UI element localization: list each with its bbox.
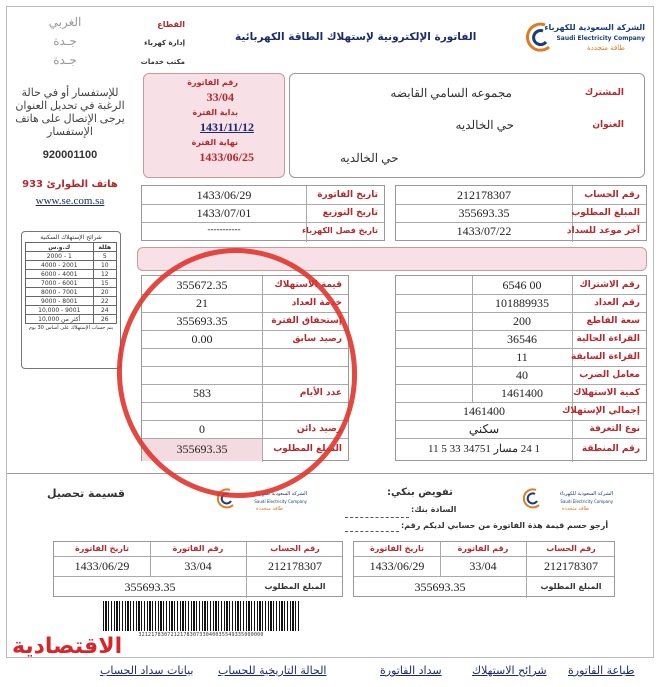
period-due-value: 355693.35	[176, 314, 228, 328]
bank-auth-title: تفويض بنكي:	[387, 487, 453, 498]
tariff-type-value: سكني	[468, 422, 500, 436]
previous-reading-value: 11	[516, 350, 528, 364]
prev-balance-label: رصيد سابق	[292, 334, 342, 344]
electricity-bill	[6, 6, 654, 658]
consumption-value: 355672.35	[176, 278, 228, 292]
tariff-cell: 20	[93, 288, 116, 297]
tariff-header-row	[26, 243, 117, 252]
company-name-ar-small: الشركة السعودية للكهرباء	[253, 491, 307, 497]
tariff-cell: 24	[93, 306, 116, 315]
slip-amount-label: المبلغ المطلوب	[540, 582, 602, 591]
credit-value: 0	[199, 422, 205, 436]
meter-no-label: رقم العداد	[594, 298, 640, 308]
period-start-label: بداية الفترة	[192, 108, 238, 117]
slip-invoice: 33/04	[469, 559, 497, 573]
contact-phone: 920001100	[42, 149, 98, 161]
barcode-digits: 321217830721217830733040035549335000000	[138, 632, 264, 638]
tariff-cell: 9000 - 8001	[26, 297, 94, 306]
tariff-row	[26, 279, 117, 288]
admin-value: جـدة	[53, 34, 77, 48]
dates-box	[141, 185, 385, 241]
header-values	[25, 13, 105, 70]
slip-amount: 355693.35	[124, 580, 176, 594]
barcode	[103, 601, 299, 631]
subscriber-value: مجموعه السامي القابضه	[390, 86, 512, 100]
due-date-label: آخر موعد للسداد	[566, 226, 640, 236]
days-value: 583	[193, 386, 211, 400]
tariff-cell: 5	[93, 252, 116, 261]
current-reading-value: 36546	[507, 332, 537, 346]
current-reading-label: القراءة الحالية	[576, 334, 640, 344]
tariff-cell: 6000 - 4001	[26, 270, 94, 279]
slip-invoice: 33/04	[184, 559, 212, 573]
tariff-cell: 7000 - 6001	[26, 279, 94, 288]
total-qty-value: 1461400	[463, 404, 505, 418]
separator	[7, 473, 653, 474]
invoice-no: 33/04	[206, 90, 234, 104]
address-value: حي الخالديه	[455, 118, 514, 132]
period-end: 1433/06/25	[199, 150, 254, 164]
admin-label: إدارة كهرباء	[144, 39, 185, 47]
slip-date-label: تاريخ الفاتورة	[74, 544, 130, 553]
qty-label: كمية الاستهلاك	[573, 388, 640, 398]
account-box	[395, 185, 647, 241]
emergency-phone: هاتف الطوارئ 933	[22, 179, 118, 190]
slip-right	[353, 541, 615, 597]
cutoff-date: -----------	[207, 224, 241, 234]
slogan: طاقة متجددة	[587, 44, 625, 52]
slip-invoice-label: رقم الفاتورة	[457, 544, 509, 553]
slip-invoice-label: رقم الفاتورة	[172, 544, 224, 553]
tariff-row	[26, 297, 117, 306]
header-labels	[105, 15, 185, 72]
invoice-date-label: تاريخ الفاتورة	[317, 190, 378, 200]
company-name-ar-small: الشركة السعودية للكهرباء	[559, 491, 613, 497]
small-logo-right	[519, 485, 619, 517]
cutoff-date-label: تاريخ فصل الكهرباء	[302, 226, 378, 235]
bill-title: الفاتورة الإلكترونية لإستهلاك الطاقة الكهربائية	[235, 31, 477, 43]
subscriber-label: المشترك	[584, 88, 624, 98]
company-name-en: Saudi Electricity Company	[556, 35, 645, 42]
total-qty-label: إجمالي الإستهلاك	[562, 406, 640, 416]
tariff-row	[26, 270, 117, 279]
link-pay-bill[interactable]: سداد الفاتورة	[380, 664, 442, 677]
consumption-label: قيمة الاستهلاك	[274, 280, 342, 290]
sector-label: القطاع	[157, 20, 185, 29]
slip-account: 212178307	[544, 559, 598, 573]
tariff-row	[26, 315, 117, 324]
link-account-history[interactable]: الحالة التاريخية للحساب	[218, 664, 327, 677]
invoice-date: 1433/06/29	[196, 188, 252, 202]
tariff-cell: 12	[93, 270, 116, 279]
company-logo	[515, 17, 645, 61]
address-label: العنوان	[592, 120, 624, 130]
bank-sir-label: السادة بنك:	[411, 505, 457, 514]
tariff-cell: أكثر من 10,000	[26, 315, 94, 324]
region-label: رقم المنطقة	[581, 444, 640, 454]
prev-balance-value: 0.00	[191, 332, 213, 346]
capacity-value: 200	[513, 314, 531, 328]
account-number: 212178307	[457, 188, 511, 202]
total-label: المبلغ المطلوب	[273, 444, 342, 454]
period-end-label: نهاية الفترة	[191, 138, 238, 147]
tariff-cell: ك.و.س	[26, 243, 94, 252]
sector-value: الغربي	[48, 15, 82, 29]
previous-reading-label: القراءة السابقة	[571, 352, 640, 362]
slip-account-label: رقم الحساب	[546, 544, 596, 553]
tariff-row	[26, 288, 117, 297]
account-label: رقم الحساب	[584, 190, 640, 200]
meter-fee-value: 21	[196, 296, 208, 310]
invoice-box	[143, 73, 285, 178]
slip-left	[53, 541, 343, 597]
bank-account-line	[345, 531, 399, 532]
tariff-table-box	[21, 231, 121, 369]
subscription-value: 6546 00	[502, 278, 542, 292]
invoice-no-label: رقم الفاتورة	[187, 78, 238, 87]
bank-request-text: أرجو حسم قيمة هذة الفاتورة من حسابي لديكم رقم:	[401, 521, 609, 530]
publisher-logo: الاقتصادية	[12, 634, 123, 659]
slogan-small: طاقة متجددة	[561, 506, 589, 512]
contact-text: للإستفسار أو في حالة الرغبة في تحديل العنوان يرجى الإتصال على هاتف الإستفسار	[15, 87, 125, 138]
amount-due: 355693.35	[458, 206, 510, 220]
tariff-cell: 8000 - 7001	[26, 288, 94, 297]
tariff-cell: 10,000 - 9001	[26, 306, 94, 315]
distribution-date: 1433/07/01	[196, 206, 252, 220]
tariff-cell: 4000 - 2001	[26, 261, 94, 270]
credit-label: رصيد دائن	[296, 424, 342, 434]
tariff-note: يتم حساب الإستهلاك على أساس 30 يوم	[28, 325, 114, 331]
tariff-title: شرائح الإستهلاك السكنية	[40, 234, 102, 241]
tariff-cell: هللة	[93, 243, 116, 252]
slip-account-label: رقم الحساب	[270, 544, 320, 553]
tariff-cell: 15	[93, 279, 116, 288]
multiplier-value: 40	[516, 368, 528, 382]
meter-no-value: 101889935	[495, 296, 549, 310]
link-print-bill[interactable]: طباعة الفاتورة	[568, 664, 635, 677]
bank-name-line	[345, 517, 409, 518]
address-line-2: حي الخالديه	[340, 151, 399, 165]
tariff-type-label: نوع التعرفة	[589, 424, 640, 434]
sec-logo-icon	[523, 487, 543, 509]
subscription-label: رقم الاشتراك	[579, 280, 640, 290]
tariff-table	[25, 242, 117, 324]
multiplier-label: معامل الضرب	[579, 370, 640, 380]
company-name-ar: الشركة السعودية للكهرباء	[544, 23, 645, 32]
days-label: عدد الأيام	[299, 388, 342, 398]
slip-date: 1433/06/29	[369, 559, 425, 573]
slip-date-label: تاريخ الفاتورة	[369, 544, 425, 553]
tariff-cell: 22	[93, 297, 116, 306]
capacity-label: سعة القاطع	[586, 316, 640, 326]
region-value: 1 24 مسار 34751 33 5 11	[428, 443, 540, 455]
link-payment-details[interactable]: بيانات سداد الحساب	[100, 664, 194, 677]
distribution-date-label: تاريخ التوزيع	[322, 208, 378, 218]
office-label: مكتب خدمات	[140, 58, 185, 66]
customer-box	[289, 73, 645, 178]
company-name-en-small: Saudi Electricity Company	[560, 499, 613, 504]
meter-fee-label: خدمة العداد	[291, 298, 342, 308]
slip-amount-label: المبلغ المطلوب	[264, 582, 326, 591]
website-link[interactable]: www.se.com.sa	[35, 195, 105, 207]
due-date: 1433/07/22	[456, 224, 512, 238]
collection-title: قسيمة تحصيل	[47, 487, 125, 500]
office-value: جـدة	[53, 53, 77, 67]
tariff-row	[26, 252, 117, 261]
tariff-row	[26, 306, 117, 315]
total-value: 355693.35	[176, 442, 228, 456]
tariff-cell: 26	[93, 315, 116, 324]
tariff-row	[26, 261, 117, 270]
meter-box	[395, 275, 647, 461]
tariff-cell: 10	[93, 261, 116, 270]
tariff-cell: 2000 - 1	[26, 252, 94, 261]
slogan-small: طاقة متجددة	[255, 506, 283, 512]
period-due-label: إستحقاق الفترة	[271, 316, 342, 326]
company-name-en-small: Saudi Electricity Company	[254, 499, 307, 504]
amount-label: المبلغ المطلوب	[571, 208, 640, 218]
period-start: 1431/11/12	[199, 120, 254, 134]
slip-date: 1433/06/29	[74, 559, 130, 573]
qty-value: 1461400	[501, 386, 543, 400]
slip-amount: 355693.35	[414, 580, 466, 594]
slip-account: 212178307	[268, 559, 322, 573]
link-consumption-tiers[interactable]: شرائح الاستهلاك	[472, 664, 547, 677]
